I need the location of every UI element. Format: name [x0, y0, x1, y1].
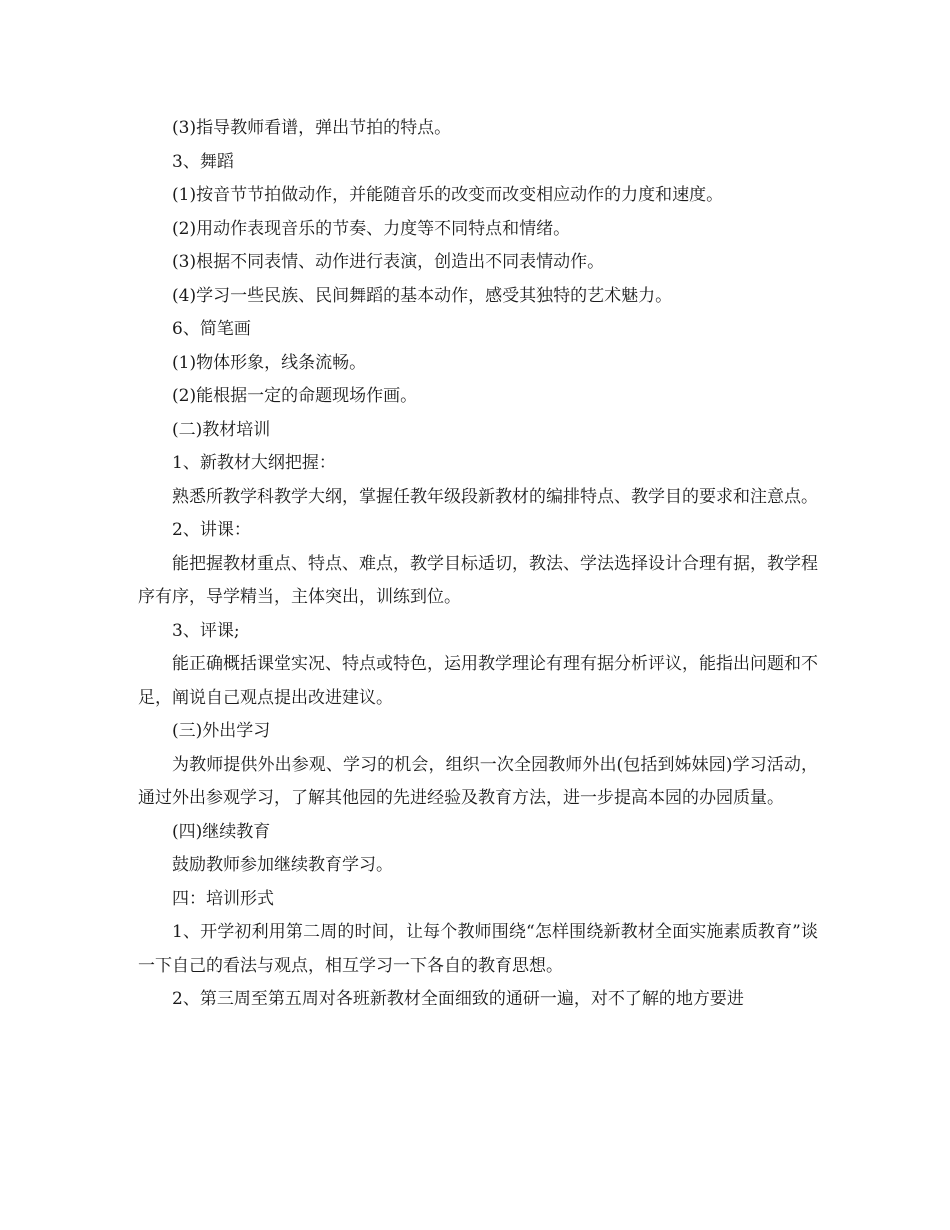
paragraph: (2)用动作表现音乐的节奏、力度等不同特点和情绪。: [172, 218, 571, 239]
section-heading: (四)继续教育: [172, 821, 271, 842]
paragraph: (4)学习一些民族、民间舞蹈的基本动作，感受其独特的艺术魅力。: [172, 285, 673, 306]
paragraph: (1)按音节节拍做动作，并能随音乐的改变而改变相应动作的力度和速度。: [172, 185, 724, 205]
section-heading: 1、新教材大纲把握：: [172, 453, 336, 473]
paragraph: 为教师提供外出参观、学习的机会，组织一次全园教师外出(包括到姊妹园)学习活动，通过外出参观学习，了解其他园的先进经验及教育方法，进一步提高本园的办园质量。: [138, 754, 818, 808]
paragraph: 鼓励教师参加继续教育学习。: [172, 855, 393, 875]
paragraph: 2、第三周至第五周对各班新教材全面细致的通研一遍，对不了解的地方要进: [172, 989, 744, 1009]
paragraph: 1、开学初利用第二周的时间，让每个教师围绕“怎样围绕新教材全面实施素质教育”谈一下自己的看法与观点，相互学习一下各自的教育思想。: [138, 922, 818, 976]
paragraph: (3)根据不同表情、动作进行表演，创造出不同表情动作。: [172, 252, 605, 272]
paragraph: 能正确概括课堂实况、特点或特色，运用教学理论有理有据分析评议，能指出问题和不足，阐说自己观点提出改进建议。: [138, 654, 818, 708]
paragraph: (1)物体形象，线条流畅。: [172, 352, 367, 373]
section-heading: 3、舞蹈: [172, 151, 234, 172]
paragraph: 能把握教材重点、特点、难点，教学目标适切，教法、学法选择设计合理有据，教学程序有序，导学精当，主体突出，训练到位。: [138, 553, 818, 607]
paragraph: (3)指导教师看谱，弹出节拍的特点。: [172, 118, 452, 138]
section-heading: (二)教材培训: [172, 419, 271, 440]
section-heading: (三)外出学习: [172, 721, 271, 741]
paragraph: 熟悉所教学科教学大纲，掌握任教年级段新教材的编排特点、教学目的要求和注意点。: [172, 486, 818, 507]
document-page: [138, 112, 818, 1017]
paragraph: (2)能根据一定的命题现场作画。: [172, 386, 418, 406]
section-heading: 6、简笔画: [172, 319, 251, 339]
section-heading: 四：培训形式: [172, 888, 274, 909]
section-heading: 2、讲课：: [172, 520, 251, 540]
section-heading: 3、评课;: [172, 620, 240, 641]
